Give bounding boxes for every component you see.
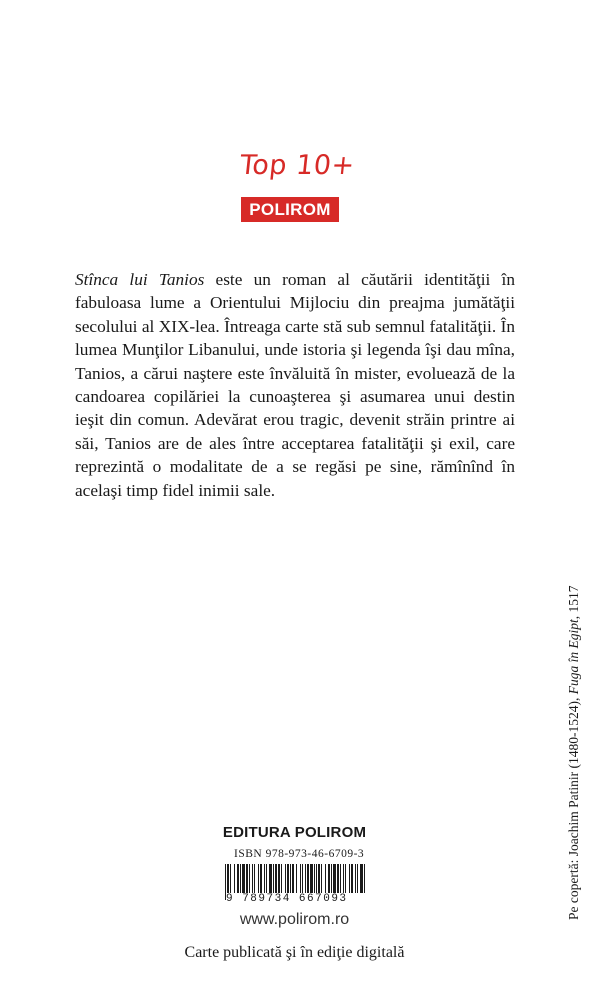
blurb-text: este un roman al căutării identităţii în fabuloasa lume a Orientului Mijlociu din preajma jumătăţii secolului al XIX-lea. Întreaga carte stă sub semnul fatalităţii. În lumea Munţilor Libanului, unde istoria şi legenda îşi dau mîna, Tanios, a cărui naştere este învăluită în mister, evoluează de la candoarea copilăriei la cunoaşterea şi asumarea unui destin ieşit din comun. Adevărat erou tragic, devenit străin printre ai săi, Tanios are de ales între acceptarea fatalităţii şi exil, care reprezintă o modalitate de a se regăsi pe sine, rămînînd în acelaşi timp fidel inimii sale. xyxy=(75,270,515,500)
book-title: Stînca lui Tanios xyxy=(75,270,205,289)
cover-credit-suffix: , 1517 xyxy=(566,585,581,620)
isbn-number: ISBN 978-973-46-6709-3 xyxy=(234,848,365,860)
series-logo: Top 10+ xyxy=(238,150,357,181)
cover-credit-work: Fuga în Egipt xyxy=(566,619,581,695)
barcode-digits: 9 789734 667093 xyxy=(226,893,366,905)
cover-credit-prefix: Pe copertă: Joachim Patinir (1480-1524), xyxy=(566,694,581,920)
website-url: www.polirom.ro xyxy=(239,911,350,928)
publisher-badge: POLIROM xyxy=(241,197,339,222)
publisher-name: EDITURA POLIROM xyxy=(222,824,367,841)
digital-edition-note: Carte publicată şi în ediţie digitală xyxy=(184,944,405,961)
book-blurb xyxy=(75,268,515,502)
cover-credit xyxy=(566,586,582,920)
